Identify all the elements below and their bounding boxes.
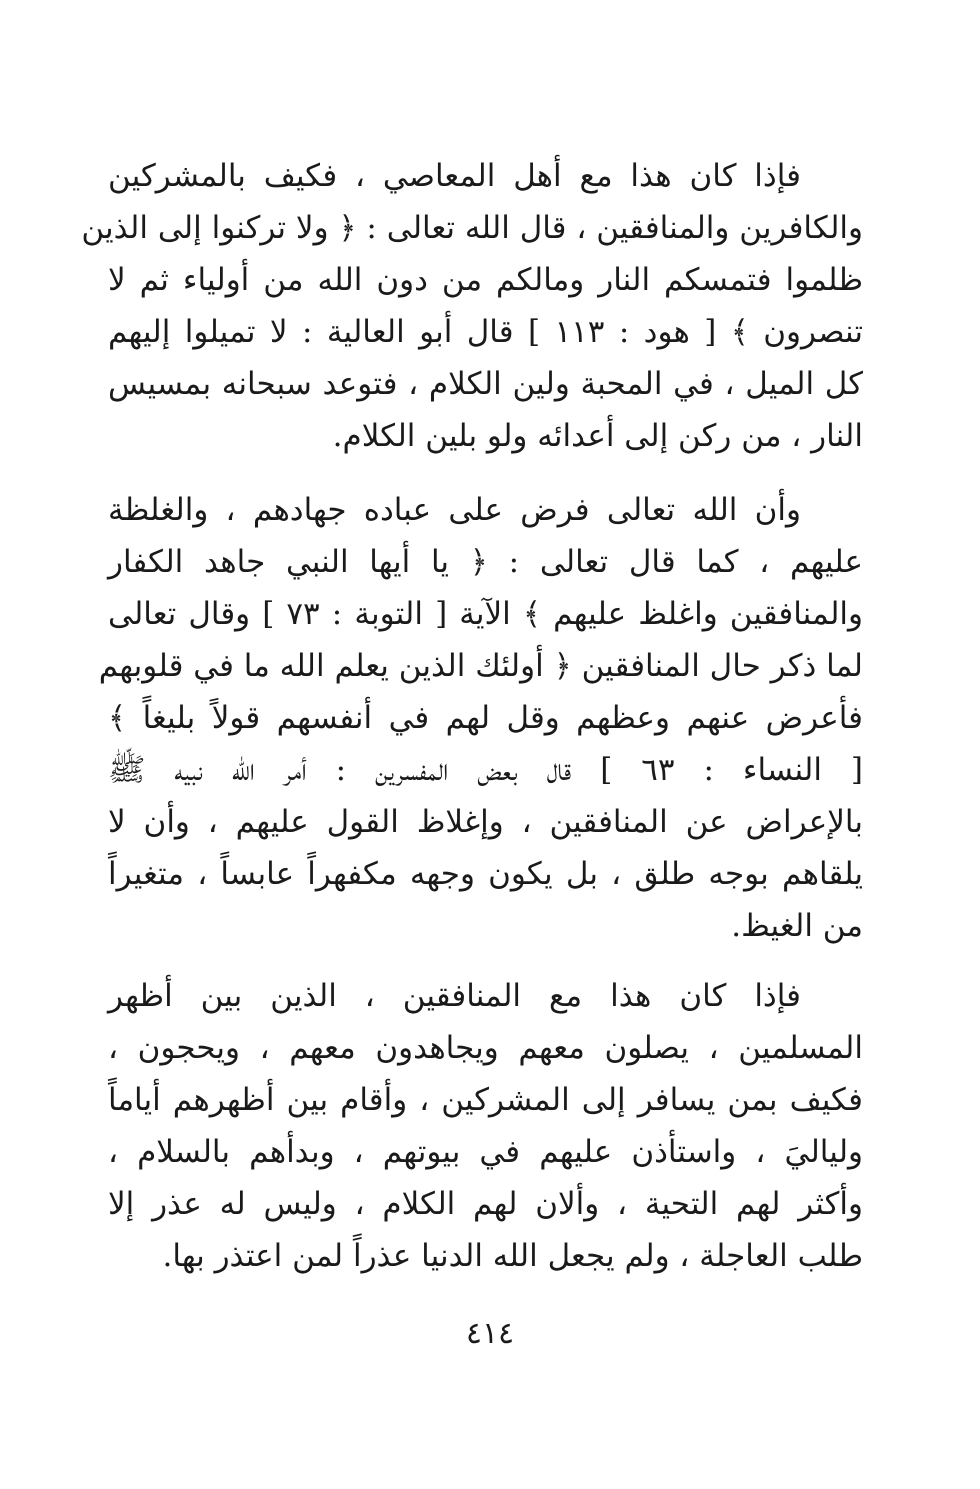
paragraph-line: لما ذكر حال المنافقين ﴿ أولئك الذين يعلم الله ما في قلوبهم — [98, 648, 863, 684]
paragraph-line: بالإعراض عن المنافقين ، وإغلاظ القول عليهم ، وأن لا — [108, 804, 863, 840]
paragraph-line: فأعرض عنهم وعظهم وقل لهم في أنفسهم قولاً بليغاً ﴾ — [108, 700, 863, 736]
paragraph-line: ظلموا فتمسكم النار ومالكم من دون الله من أولياء ثم لا — [108, 262, 863, 298]
paragraph-line: من الغيظ. — [731, 908, 863, 944]
paragraph-line: وأكثر لهم التحية ، وألان لهم الكلام ، وليس له عذر إلا — [108, 1186, 863, 1222]
paragraph-line: والكافرين والمنافقين ، قال الله تعالى : ﴿ ولا تركنوا إلى الذين — [81, 210, 863, 246]
paragraph-line: كل الميل ، في المحبة ولين الكلام ، فتوعد سبحانه بمسيس — [108, 366, 863, 402]
paragraph-line: فكيف بمن يسافر إلى المشركين ، وأقام بين أظهرهم أياماً — [108, 1082, 863, 1118]
paragraph-spacer — [108, 952, 863, 970]
paragraph-line: النار ، من ركن إلى أعدائه ولو بلين الكلام. — [332, 418, 863, 454]
paragraph-line: تنصرون ﴾ [ هود : ١١٣ ] قال أبو العالية : لا تميلوا إليهم — [108, 314, 863, 350]
page-body — [81, 150, 863, 1282]
paragraph-line: المسلمين ، يصلون معهم ويجاهدون معهم ، ويحجون ، — [108, 1030, 863, 1066]
paragraph-spacer — [108, 462, 863, 484]
paragraph-line: فإذا كان هذا مع المنافقين ، الذين بين أظهر — [108, 978, 801, 1014]
paragraph-line: والمنافقين واغلظ عليهم ﴾ الآية [ التوبة : ٧٣ ] وقال تعالى — [108, 596, 863, 632]
paragraph-line: فإذا كان هذا مع أهل المعاصي ، فكيف بالمشركين — [108, 158, 801, 194]
paragraph-1 — [81, 150, 863, 462]
page-number: ٤١٤ — [465, 1316, 515, 1351]
paragraph-line: عليهم ، كما قال تعالى : ﴿ يا أيها النبي جاهد الكفار — [108, 544, 863, 580]
paragraph-line: ولياليَ ، واستأذن عليهم في بيوتهم ، وبدأهم بالسلام ، — [108, 1134, 863, 1170]
paragraph-3 — [108, 970, 863, 1282]
paragraph-line: وأن الله تعالى فرض على عباده جهادهم ، والغلظة — [108, 492, 801, 528]
paragraph-line: [ النساء : ٦٣ ] قال بعض المفسرين : أمر الله نبيه ﷺ — [108, 752, 863, 788]
paragraph-2 — [98, 484, 863, 952]
paragraph-line: طلب العاجلة ، ولم يجعل الله الدنيا عذراً لمن اعتذر بها. — [162, 1238, 863, 1274]
paragraph-line: يلقاهم بوجه طلق ، بل يكون وجهه مكفهراً عابساً ، متغيراً — [108, 856, 863, 892]
